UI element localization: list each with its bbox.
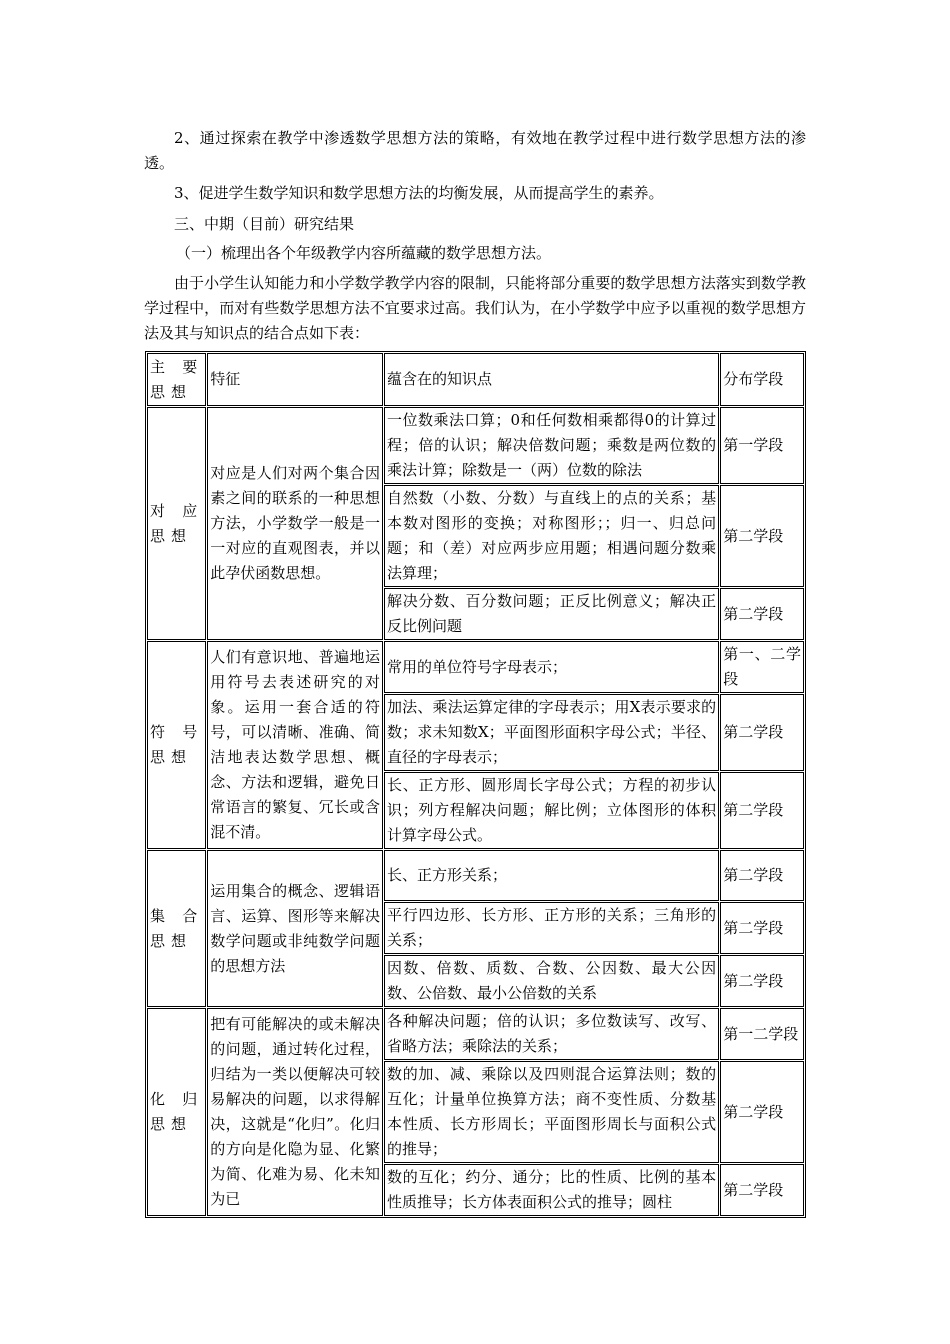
thought-name: 符号思想 [147,641,206,849]
stage: 第二学段 [720,485,804,587]
stage: 第二学段 [720,694,804,771]
table-row [147,641,804,693]
knowledge-points: 加法、乘法运算定律的字母表示；用X表示要求的数；求未知数X；平面图形面积字母公式；半径、直径的字母表示； [384,694,719,771]
stage: 第二学段 [720,850,804,901]
stage: 第二学段 [720,772,804,849]
stage: 第二学段 [720,1164,804,1216]
stage: 第二学段 [720,955,804,1007]
stage: 第二学段 [720,902,804,954]
thought-feature: 对应是人们对两个集合因素之间的联系的一种思想方法，小学数学一般是一一对应的直观图表，并以此孕伏函数思想。 [207,407,383,640]
knowledge-points: 数的加、减、乘除以及四则混合运算法则；数的互化；计量单位换算方法；商不变性质、分数基本性质、长方形周长；平面图形周长与面积公式的推导； [384,1061,719,1163]
stage: 第一、二学段 [720,641,804,693]
stage: 第二学段 [720,588,804,640]
thought-name: 对应思想 [147,407,206,640]
knowledge-points: 平行四边形、长方形、正方形的关系；三角形的关系； [384,902,719,954]
header-knowledge-points: 蕴含在的知识点 [384,353,719,406]
knowledge-points: 长、正方形关系； [384,850,719,901]
knowledge-points: 自然数（小数、分数）与直线上的点的关系；基本数对图形的变换；对称图形；；归一、归总问题；和（差）对应两步应用题；相遇问题分数乘法算理； [384,485,719,587]
stage: 第一学段 [720,407,804,484]
knowledge-points: 长、正方形、圆形周长字母公式；方程的初步认识；列方程解决问题；解比例；立体图形的体积计算字母公式。 [384,772,719,849]
thought-name: 化归思想 [147,1008,206,1216]
knowledge-points: 因数、倍数、质数、合数、公因数、最大公因数、公倍数、最小公倍数的关系 [384,955,719,1007]
table-row [147,407,804,484]
knowledge-points: 解决分数、百分数问题；正反比例意义；解决正反比例问题 [384,588,719,640]
table-row [147,1008,804,1060]
knowledge-points: 数的互化；约分、通分；比的性质、比例的基本性质推导；长方体表面积公式的推导；圆柱 [384,1164,719,1216]
section-heading: 三、中期（目前）研究结果 [174,215,355,233]
intro-paragraph: 由于小学生认知能力和小学数学教学内容的限制，只能将部分重要的数学思想方法落实到数学教学过程中，而对有些数学思想方法不宜要求过高。我们认为，在小学数学中应予以重视的数学思想方法及其与知识点的结合点如下表： [144,274,806,342]
subsection-heading: （一）梳理出各个年级教学内容所蕴藏的数学思想方法。 [176,244,552,262]
thought-feature: 把有可能解决的或未解决的问题，通过转化过程，归结为一类以便解决可较易解决的问题，以求得解决，这就是“化归”。化归的方向是化隐为显、化繁为简、化难为易、化未知为已 [207,1008,383,1216]
table-header-row [147,353,804,406]
knowledge-points: 各种解决问题；倍的认识；多位数读写、改写、省略方法；乘除法的关系； [384,1008,719,1060]
knowledge-points: 常用的单位符号字母表示； [384,641,719,693]
math-thinking-table [145,351,806,1218]
table-row [147,850,804,901]
thought-feature: 运用集合的概念、逻辑语言、运算、图形等来解决数学问题或非纯数学问题的思想方法 [207,850,383,1007]
paragraph-goal-3: 3、促进学生数学知识和数学思想方法的均衡发展，从而提高学生的素养。 [174,184,664,202]
thought-name: 集合思想 [147,850,206,1007]
header-main-thought: 主要思想 [147,353,206,406]
header-stage: 分布学段 [720,353,804,406]
header-feature: 特征 [207,353,383,406]
paragraph-goal-2: 2、通过探索在教学中渗透数学思想方法的策略，有效地在教学过程中进行数学思想方法的渗透。 [144,129,806,172]
knowledge-points: 一位数乘法口算；0和任何数相乘都得0的计算过程；倍的认识；解决倍数问题；乘数是两位数的乘法计算；除数是一（两）位数的除法 [384,407,719,484]
stage: 第二学段 [720,1061,804,1163]
stage: 第一二学段 [720,1008,804,1060]
thought-feature: 人们有意识地、普遍地运用符号去表述研究的对象。运用一套合适的符号，可以清晰、准确、简洁地表达数学思想、概念、方法和逻辑，避免日常语言的繁复、冗长或含混不清。 [207,641,383,849]
